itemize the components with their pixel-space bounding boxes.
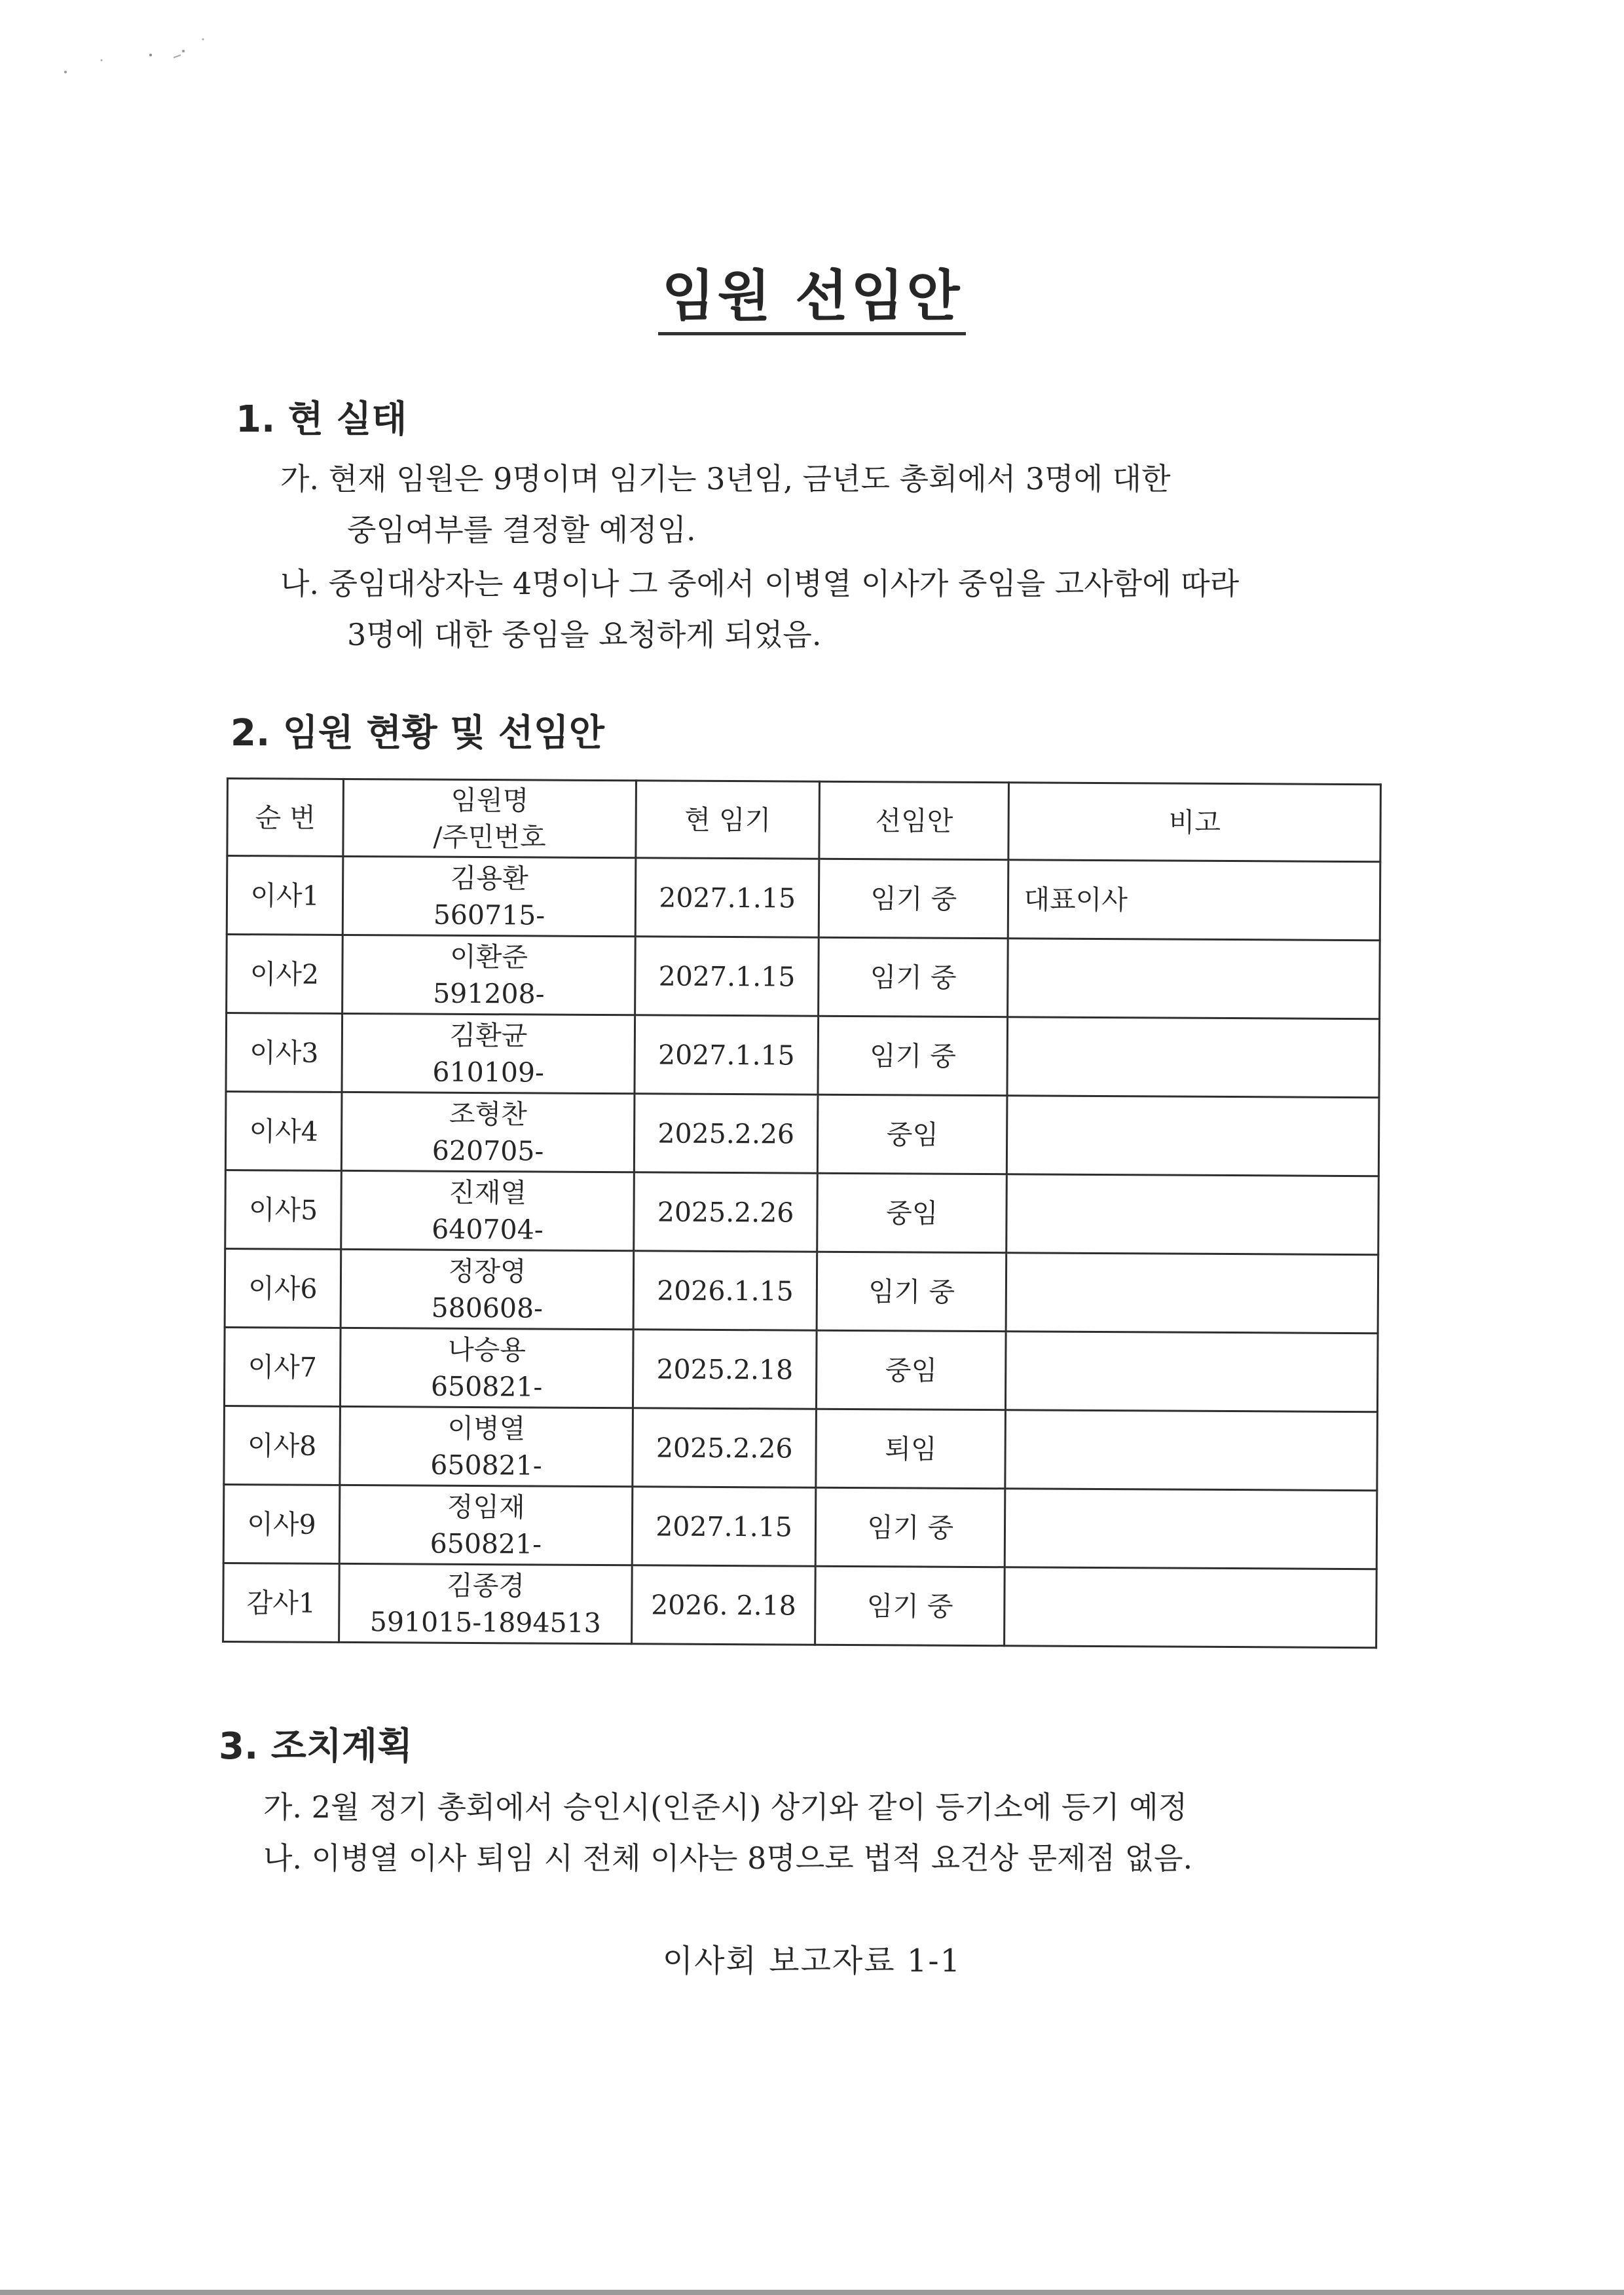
cell-name <box>342 935 636 1015</box>
section3-item-ga: 가. 2월 정기 총회에서 승인시(인준시) 상기와 같이 등기소에 등기 예정 <box>263 1789 1188 1825</box>
cell-term: 2027.1.15 <box>632 1487 816 1566</box>
cell-remark <box>1007 1017 1379 1098</box>
cell-plan-reappoint: 중임 <box>817 1094 1007 1174</box>
cell-id-value: 650821- <box>430 1370 543 1403</box>
cell-term: 2026.1.15 <box>633 1251 817 1330</box>
cell-name <box>340 1406 633 1486</box>
table-row <box>223 1484 1377 1569</box>
section3-item-na: 나. 이병열 이사 퇴임 시 전체 이사는 8명으로 법적 요건상 문제점 없음. <box>263 1840 1193 1876</box>
cell-no: 감사1 <box>223 1563 340 1642</box>
cell-id-value: 591015-1894513 <box>369 1605 601 1639</box>
table-row <box>225 1170 1379 1254</box>
cell-id-value: 560715- <box>433 899 545 931</box>
cell-name <box>341 1092 635 1172</box>
header-remark: 비고 <box>1008 783 1380 862</box>
cell-plan: 임기 중 <box>819 859 1008 939</box>
cell-remark <box>1006 1332 1378 1412</box>
cell-id-value: 650821- <box>430 1449 542 1482</box>
section1-item-ga-line1: 가. 현재 임원은 9명이며 임기는 3년임, 금년도 총회에서 3명에 대한 <box>280 461 1171 496</box>
cell-no: 이사2 <box>227 935 343 1014</box>
cell-id-value: 650821- <box>430 1527 542 1560</box>
section1-heading: 1. 현 실태 <box>236 398 407 441</box>
section1-item-ga-line2: 중임여부를 결정할 예정임. <box>347 512 696 548</box>
section3-heading: 3. 조치계획 <box>219 1725 413 1768</box>
cell-name-value: 이병열 <box>447 1412 526 1444</box>
cell-name-value: 진재열 <box>449 1176 527 1208</box>
section1-item-ga <box>280 453 1171 555</box>
table-row <box>224 1327 1378 1411</box>
cell-name <box>339 1485 633 1565</box>
cell-plan: 임기 중 <box>815 1566 1005 1646</box>
header-term: 현 임기 <box>636 781 820 859</box>
cell-name-value: 김용환 <box>450 862 528 894</box>
cell-name <box>342 856 636 936</box>
cell-name-value: 조형찬 <box>449 1098 527 1130</box>
section2-heading: 2. 임원 현황 및 선임안 <box>231 712 604 755</box>
table-row <box>224 1406 1378 1490</box>
section1-item-na <box>280 558 1239 660</box>
cell-term: 2025.2.26 <box>634 1094 818 1173</box>
cell-no: 이사9 <box>223 1484 340 1563</box>
table-row <box>227 856 1380 941</box>
officer-table <box>222 777 1382 1649</box>
cell-name <box>341 1249 634 1329</box>
cell-term: 2025.2.18 <box>633 1330 817 1409</box>
table-header-row <box>227 779 1381 862</box>
section3-items <box>263 1782 1192 1884</box>
cell-no: 이사6 <box>225 1248 341 1328</box>
header-name <box>343 779 637 857</box>
cell-name-value: 김종경 <box>447 1569 525 1601</box>
cell-name-value: 이환준 <box>450 941 528 973</box>
cell-plan-retire: 퇴임 <box>816 1409 1006 1489</box>
cell-name <box>341 1170 635 1250</box>
cell-remark <box>1007 1096 1379 1176</box>
cell-no: 이사3 <box>226 1013 342 1092</box>
cell-plan: 임기 중 <box>815 1487 1005 1567</box>
cell-term: 2027.1.15 <box>635 1015 819 1094</box>
cell-no: 이사7 <box>224 1327 341 1406</box>
header-no: 순 번 <box>227 779 344 857</box>
scan-bottom-edge <box>0 2290 1624 2295</box>
cell-name <box>340 1328 633 1408</box>
table-row <box>223 1563 1377 1647</box>
cell-no: 이사8 <box>224 1406 341 1485</box>
cell-no: 이사1 <box>227 856 343 935</box>
cell-name-value: 정임재 <box>447 1491 525 1523</box>
cell-remark <box>1008 939 1380 1019</box>
cell-name <box>342 1013 635 1093</box>
cell-id-value: 580608- <box>431 1292 544 1324</box>
scan-noise <box>52 26 223 85</box>
cell-remark <box>1006 1253 1378 1334</box>
footer-reference: 이사회 보고자료 1-1 <box>662 1943 962 1979</box>
cell-term: 2027.1.15 <box>635 937 819 1016</box>
cell-name-value: 나승용 <box>447 1334 526 1366</box>
header-name-line2: /주민번호 <box>433 821 546 853</box>
cell-name <box>339 1563 633 1643</box>
cell-id-value: 591208- <box>433 977 545 1010</box>
cell-id-value: 610109- <box>432 1056 545 1089</box>
cell-term: 2027.1.15 <box>635 858 819 937</box>
table-row <box>226 1013 1380 1098</box>
section1-item-na-line1: 나. 중임대상자는 4명이나 그 중에서 이병열 이사가 중임을 고사함에 따라 <box>280 566 1240 601</box>
cell-no: 이사4 <box>225 1092 342 1171</box>
cell-plan: 임기 중 <box>819 937 1008 1017</box>
cell-remark: 대표이사 <box>1008 860 1380 941</box>
cell-term: 2025.2.26 <box>634 1172 818 1252</box>
cell-name-value: 정장영 <box>448 1255 526 1287</box>
header-plan: 선임안 <box>819 781 1009 860</box>
cell-plan: 임기 중 <box>818 1016 1008 1096</box>
cell-name-value: 김환균 <box>449 1019 528 1051</box>
document-title: 임원 선임안 <box>0 252 1624 331</box>
section1-item-na-line2: 3명에 대한 중임을 요청하게 되었음. <box>347 617 822 652</box>
cell-term: 2025.2.26 <box>633 1408 817 1487</box>
cell-remark <box>1005 1489 1377 1569</box>
table-row <box>225 1092 1379 1176</box>
cell-remark <box>1006 1174 1378 1255</box>
cell-plan-reappoint: 중임 <box>817 1330 1006 1410</box>
cell-id-value: 620705- <box>432 1134 544 1167</box>
cell-plan-reappoint: 중임 <box>817 1173 1007 1253</box>
table-row <box>227 935 1380 1019</box>
header-name-line1: 임원명 <box>451 784 529 816</box>
cell-id-value: 640704- <box>432 1213 544 1246</box>
cell-plan: 임기 중 <box>817 1252 1006 1332</box>
cell-no: 이사5 <box>225 1170 342 1249</box>
cell-remark <box>1005 1410 1377 1491</box>
cell-term: 2026. 2.18 <box>632 1565 816 1645</box>
cell-remark <box>1005 1567 1376 1648</box>
table-row <box>225 1248 1378 1333</box>
